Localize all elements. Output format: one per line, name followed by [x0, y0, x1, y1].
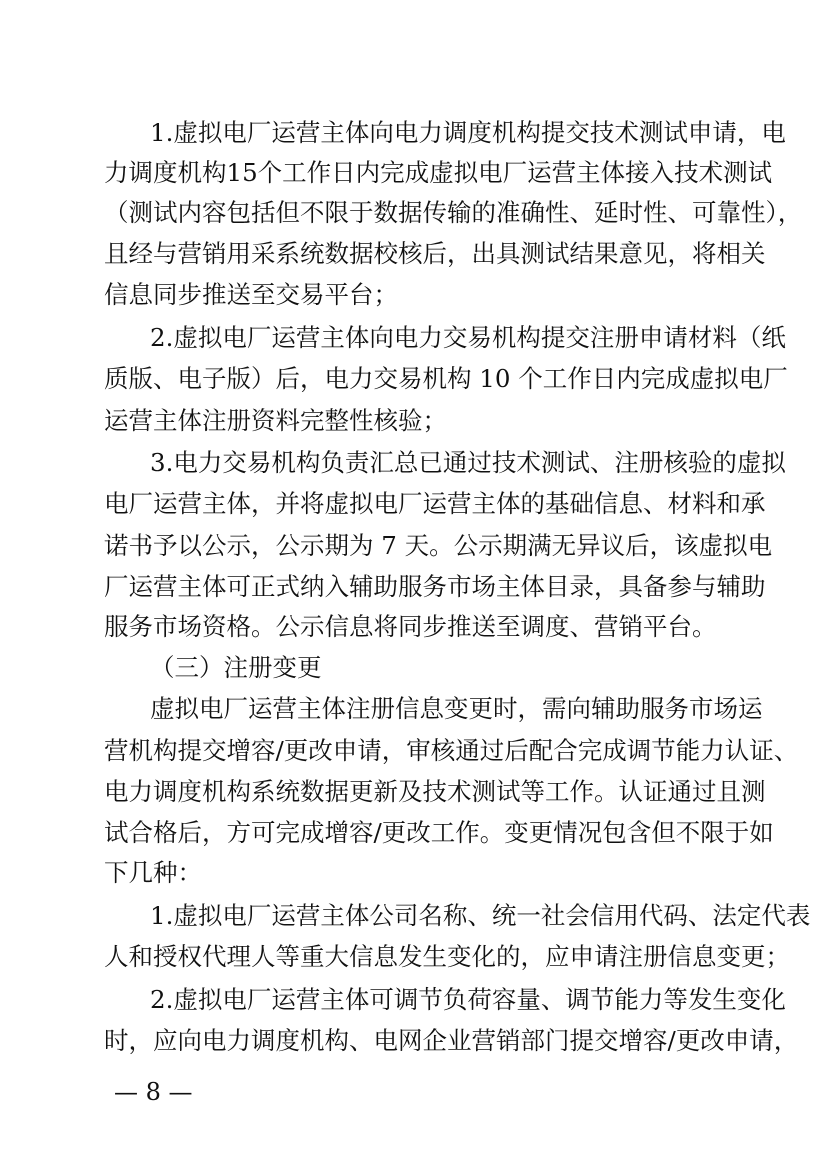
paragraph-1-line-3: （测试内容包括但不限于数据传输的准确性、延时性、可靠性）， — [104, 198, 803, 227]
paragraph-4-line-2: 营机构提交增容/更改申请，审核通过后配合完成调节能力认证、 — [104, 736, 799, 765]
paragraph-3-line-1: 3.电力交易机构负责汇总已通过技术测试、注册核验的虚拟 — [150, 448, 786, 477]
paragraph-2-line-3: 运营主体注册资料完整性核验； — [104, 406, 447, 435]
paragraph-3-line-2: 电厂运营主体，并将虚拟电厂运营主体的基础信息、材料和承 — [104, 489, 766, 518]
paragraph-2-line-1: 2.虚拟电厂运营主体向电力交易机构提交注册申请材料（纸 — [150, 323, 786, 352]
paragraph-6-line-2: 时，应向电力调度机构、电网企业营销部门提交增容/更改申请， — [104, 1026, 799, 1055]
paragraph-6-line-1: 2.虚拟电厂运营主体可调节负荷容量、调节能力等发生变化 — [150, 985, 786, 1014]
section-heading: （三）注册变更 — [150, 653, 322, 682]
paragraph-1-line-2: 力调度机构15个工作日内完成虚拟电厂运营主体接入技术测试 — [104, 158, 773, 187]
paragraph-4-line-3: 电力调度机构系统数据更新及技术测试等工作。认证通过且测 — [104, 777, 766, 806]
paragraph-1-line-1: 1.虚拟电厂运营主体向电力调度机构提交技术测试申请，电 — [150, 118, 786, 147]
paragraph-4-line-1: 虚拟电厂运营主体注册信息变更时，需向辅助服务市场运 — [150, 694, 763, 723]
paragraph-3-line-3: 诺书予以公示，公示期为 7 天。公示期满无异议后，该虚拟电 — [104, 531, 773, 560]
paragraph-3-line-5: 服务市场资格。公示信息将同步推送至调度、营销平台。 — [104, 612, 717, 641]
paragraph-2-line-2: 质版、电子版）后，电力交易机构 10 个工作日内完成虚拟电厂 — [104, 364, 788, 393]
paragraph-5-line-1: 1.虚拟电厂运营主体公司名称、统一社会信用代码、法定代表 — [150, 901, 811, 930]
paragraph-1-line-5: 信息同步推送至交易平台； — [104, 280, 398, 309]
paragraph-1-line-4: 且经与营销用采系统数据校核后，出具测试结果意见，将相关 — [104, 239, 766, 268]
paragraph-4-line-4: 试合格后，方可完成增容/更改工作。变更情况包含但不限于如 — [104, 818, 774, 847]
paragraph-5-line-2: 人和授权代理人等重大信息发生变化的，应申请注册信息变更； — [104, 942, 790, 971]
page-number: — 8 — — [114, 1078, 193, 1106]
paragraph-4-line-5: 下几种： — [104, 858, 202, 887]
paragraph-3-line-4: 厂运营主体可正式纳入辅助服务市场主体目录，具备参与辅助 — [104, 572, 766, 601]
